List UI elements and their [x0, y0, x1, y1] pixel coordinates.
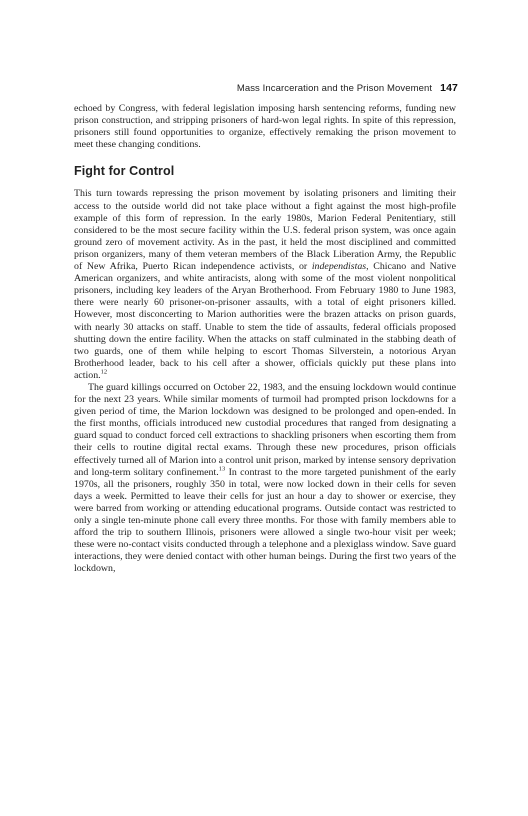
- running-head-title: Mass Incarceration and the Prison Movement: [236, 83, 433, 94]
- body-text: [74, 103, 456, 575]
- section-heading: Fight for Control: [74, 164, 175, 179]
- paragraph-3-text-a: The guard killings occurred on October 22, 1983, and the ensuing lockdown would continue for the next 23 years. While similar moments of turmoil had prompted prison lockdowns for a given period of time, the Marion lockdown was designed to be prolonged and open-ended. In the first months, officials introduced new custodial procedures that ranged from designating a guard squad to conduct forced cell extractions to shackling prisoners when escorting them from their cells to routine digital rectal exams. Through these new procedures, prison officials effectively turned all of Marion into a control unit prison, marked by intense sensory deprivation and long-term solitary confinement.: [74, 381, 456, 478]
- paragraph-2-text-b: , Chicano and Native American organizers, and white antiracists, along with some of the most violent nonpolitical prisoners, including key leaders of the Aryan Brotherhood. From February 1980 to June 1983, there were nearly 60 prisoner-on-prisoner assaults, with a total of eight prisoners killed. However, most disconcerting to Marion authorities were the brazen attacks on prison guards, with nearly 30 attacks on staff. Unable to stem the tide of assaults, federal officials proposed shutting down the entire facility. When the attacks on staff culminated in the stabbing death of two guards, one of them while helping to escort Thomas Silverstein, a notorious Aryan Brotherhood leader, back to his cell after a shower, officials quickly put these plans into action.: [74, 261, 456, 381]
- paragraph-2-text-a: This turn towards repressing the prison movement by isolating prisoners and limiting their access to the outside world did not take place without a fight against the most high-profile example of this form of repression. In the early 1980s, Marion Federal Penitentiary, still considered to be the most secure facility within the U.S. federal prison system, was once again ground zero of movement activity. As in the past, it held the most disciplined and committed prison organizers, many of them veteran members of the Black Liberation Army, the Republic of New Afrika, Puerto Rican independence activists, or: [74, 188, 456, 273]
- paragraph-fight-for-control: [74, 188, 456, 382]
- paragraph-2-italic-term: independistas: [311, 261, 367, 273]
- paragraph-guard-killings: [74, 382, 456, 576]
- paragraph-3-text-b: In contrast to the more targeted punishment of the early 1970s, all the prisoners, roughly 350 in total, were now locked down in their cells for seven days a week. Permitted to leave their cells for just an hour a day to shower or exercise, they were barred from working or attending educational programs. Outside contact was restricted to only a single ten-minute phone call every three months. For those with family members able to afford the trip to southern Illinois, prisoners were allowed a single two-hour visit per week; these were no-contact visits conducted through a telephone and a plexiglass window. Save guard interactions, they were denied contact with other human beings. During the first two years of the lockdown,: [74, 466, 457, 575]
- paragraph-continued: echoed by Congress, with federal legislation imposing harsh sentencing reforms, funding new prison construction, and stripping prisoners of hard-won legal rights. In spite of this repression, prisoners still found opportunities to organize, effectively remaking the prison movement to meet these changing conditions.: [74, 103, 456, 151]
- endnote-marker-13: 13: [218, 465, 226, 473]
- running-head: [70, 82, 458, 96]
- page-number: 147: [440, 82, 458, 94]
- endnote-marker-12: 12: [100, 368, 108, 376]
